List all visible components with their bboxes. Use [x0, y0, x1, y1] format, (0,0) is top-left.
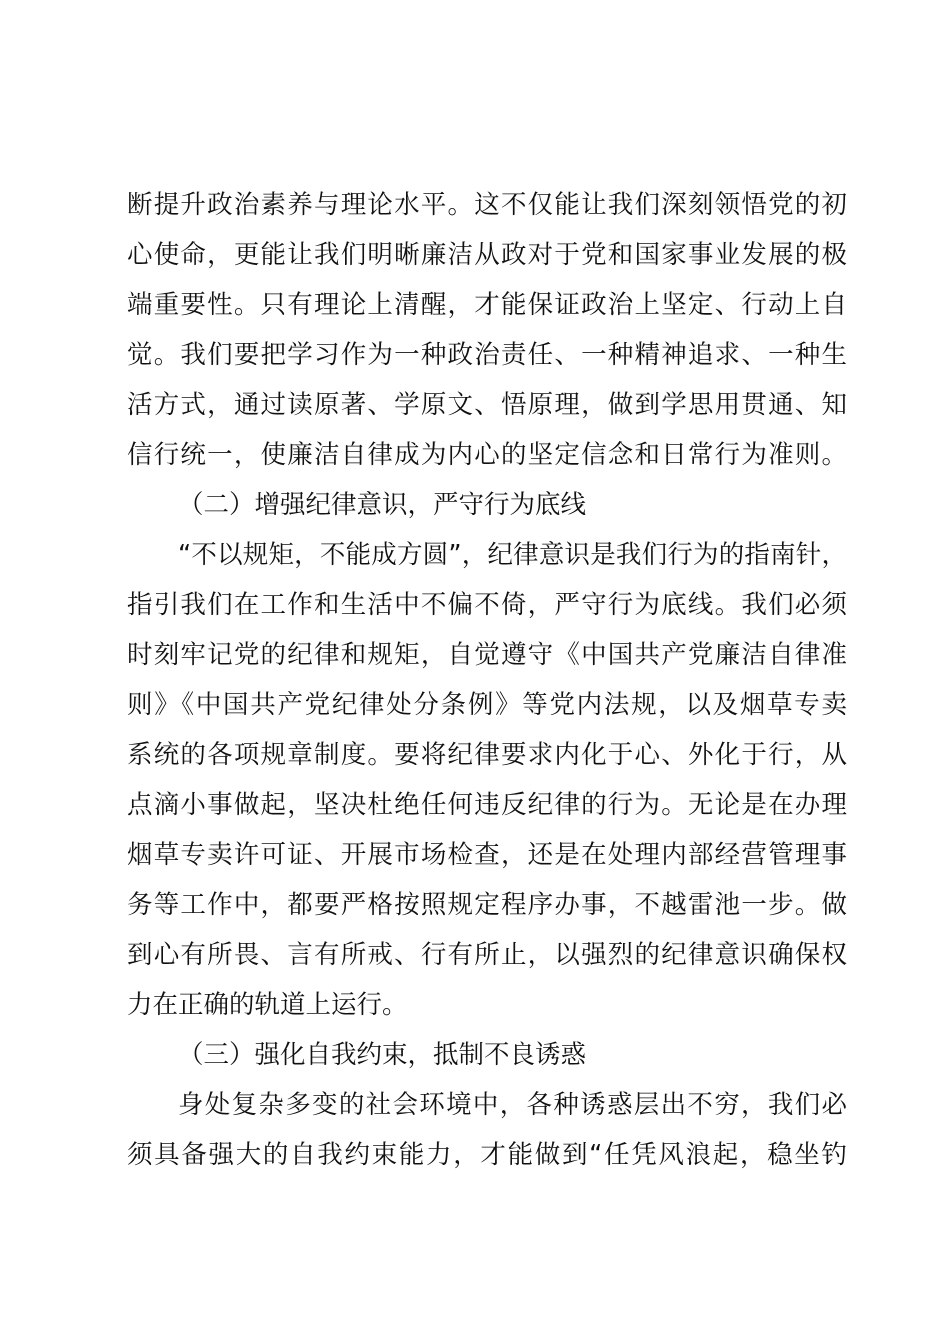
body-line: 到心有所畏、言有所戒、行有所止，以强烈的纪律意识确保权: [127, 940, 847, 970]
body-line: 系统的各项规章制度。要将纪律要求内化于心、外化于行，从: [127, 740, 847, 770]
body-line: 端重要性。只有理论上清醒，才能保证政治上坚定、行动上自: [127, 290, 847, 320]
body-line: 时刻牢记党的纪律和规矩，自觉遵守《中国共产党廉洁自律准: [127, 640, 847, 670]
body-line: 力在正确的轨道上运行。: [127, 990, 408, 1020]
body-line: 活方式，通过读原著、学原文、悟原理，做到学思用贯通、知: [127, 390, 847, 420]
body-line: 觉。我们要把学习作为一种政治责任、一种精神追求、一种生: [127, 340, 847, 370]
body-line: 务等工作中，都要严格按照规定程序办事，不越雷池一步。做: [127, 890, 847, 920]
section-heading: （二）增强纪律意识，严守行为底线: [178, 490, 587, 520]
body-line: 烟草专卖许可证、开展市场检查，还是在处理内部经营管理事: [127, 840, 847, 870]
body-line: 身处复杂多变的社会环境中，各种诱惑层出不穷，我们必: [178, 1090, 847, 1120]
section-heading: （三）强化自我约束，抵制不良诱惑: [178, 1040, 587, 1070]
body-line: 信行统一，使廉洁自律成为内心的坚定信念和日常行为准则。: [127, 440, 847, 470]
document-body: [127, 180, 847, 1180]
body-line: 断提升政治素养与理论水平。这不仅能让我们深刻领悟党的初: [127, 190, 847, 220]
body-line: “不以规矩，不能成方圆”，纪律意识是我们行为的指南针，: [178, 540, 847, 570]
body-line: 心使命，更能让我们明晰廉洁从政对于党和国家事业发展的极: [127, 240, 847, 270]
body-line: 点滴小事做起，坚决杜绝任何违反纪律的行为。无论是在办理: [127, 790, 847, 820]
body-line: 则》《中国共产党纪律处分条例》等党内法规，以及烟草专卖: [127, 690, 847, 720]
body-line: 须具备强大的自我约束能力，才能做到“任凭风浪起，稳坐钓: [127, 1140, 847, 1170]
body-line: 指引我们在工作和生活中不偏不倚，严守行为底线。我们必须: [127, 590, 847, 620]
